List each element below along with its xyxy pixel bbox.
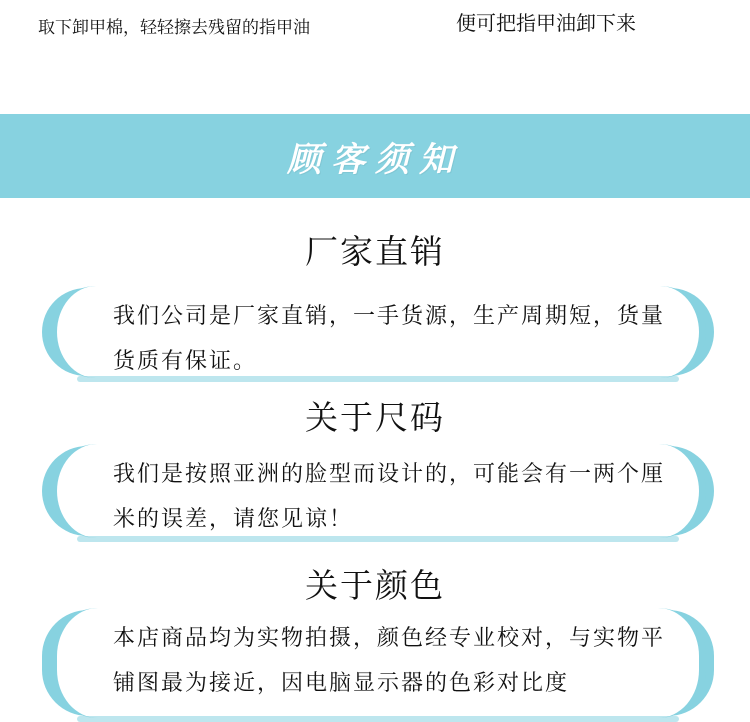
section-text-color: 本店商品均为实物拍摄，颜色经专业校对，与实物平铺图最为接近，因电脑显示器的色彩对比度 [113,626,666,696]
instruction-text-right: 便可把指甲油卸下来 [456,11,636,35]
notice-banner [0,114,750,198]
section-text-size: 我们是按照亚洲的脸型而设计的，可能会有一两个厘米的误差，请您见谅！ [113,462,666,532]
banner-title: 顾客须知 [287,139,463,180]
section-title-size: 关于尺码 [305,398,445,437]
section-card-size [50,444,706,538]
section-card-factory-direct [50,286,706,378]
instruction-text-left: 取下卸甲棉，轻轻擦去残留的指甲油 [38,18,310,38]
section-title-color: 关于颜色 [305,566,445,605]
section-card-color [50,608,706,718]
section-text-factory-direct: 我们公司是厂家直销，一手货源，生产周期短，货量货质有保证。 [113,304,666,374]
section-title-factory-direct: 厂家直销 [305,232,445,271]
